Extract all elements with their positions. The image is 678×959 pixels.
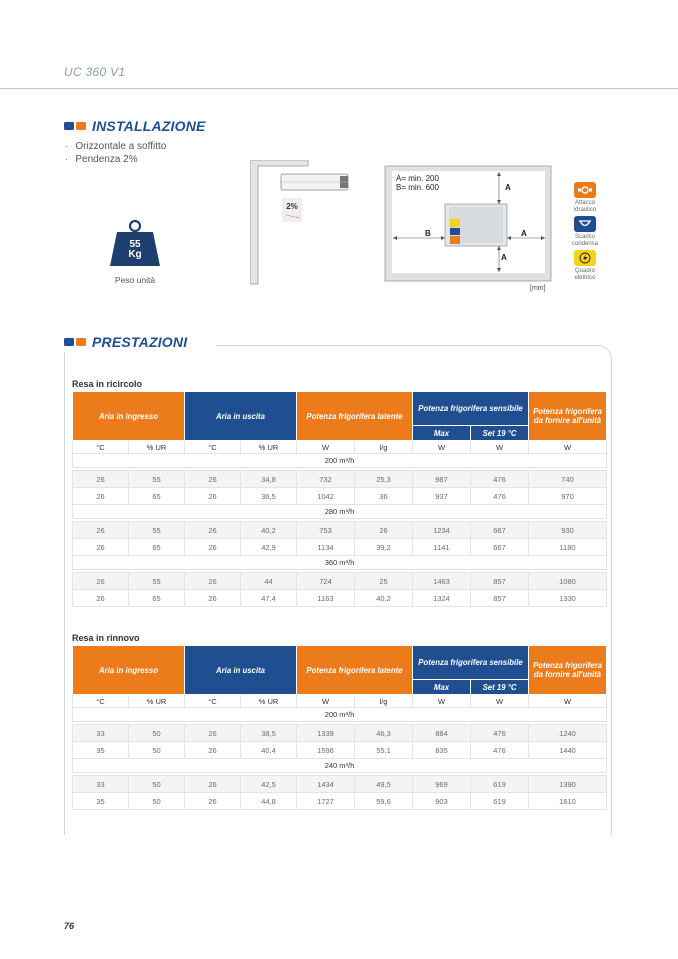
table-caption-renewal: Resa in rinnovo xyxy=(72,633,140,643)
header-row xyxy=(73,392,607,426)
note-item: · Pendenza 2% xyxy=(65,153,166,166)
svg-text:2%: 2% xyxy=(286,202,298,211)
header-max: Max xyxy=(413,426,471,441)
table-row xyxy=(73,776,607,793)
condensate-drain-icon xyxy=(574,216,596,232)
table-cell: 65 xyxy=(129,590,185,607)
table-cell: 26 xyxy=(185,522,241,539)
header-supply-power: Potenza frigorifera da fornire all'unità xyxy=(529,646,607,695)
table-cell: 1434 xyxy=(297,776,355,793)
table-cell: 930 xyxy=(529,522,607,539)
table-cell: 26 xyxy=(73,488,129,505)
table-cell: 724 xyxy=(297,573,355,590)
header-inlet-air: Aria in ingresso xyxy=(73,392,185,441)
table-cell: 42,9 xyxy=(241,539,297,556)
table-cell: 25 xyxy=(355,573,413,590)
table-cell: 1440 xyxy=(529,742,607,759)
header-row xyxy=(73,646,607,680)
table-cell: 1240 xyxy=(529,725,607,742)
svg-text:B= min. 600: B= min. 600 xyxy=(396,183,439,192)
table-cell: 36 xyxy=(355,488,413,505)
section-marker-icon xyxy=(64,122,86,130)
table-cell: 1610 xyxy=(529,793,607,810)
table-cell: 1180 xyxy=(529,539,607,556)
table-cell: 1080 xyxy=(529,573,607,590)
unit-cell: W xyxy=(471,441,529,454)
table-cell: 26 xyxy=(185,793,241,810)
table-cell: 26 xyxy=(73,522,129,539)
table-cell: 476 xyxy=(471,488,529,505)
electrical-panel-icon xyxy=(574,250,596,266)
table-cell: 40,4 xyxy=(241,742,297,759)
table-cell: 33 xyxy=(73,776,129,793)
table-cell: 34,8 xyxy=(241,471,297,488)
table-cell: 59,6 xyxy=(355,793,413,810)
table-cell: 26 xyxy=(355,522,413,539)
unit-cell: % UR xyxy=(241,441,297,454)
table-cell: 857 xyxy=(471,590,529,607)
header-outlet-air: Aria in uscita xyxy=(185,646,297,695)
airflow-row xyxy=(73,505,607,519)
table-cell: 26 xyxy=(185,573,241,590)
table-cell: 65 xyxy=(129,488,185,505)
table-cell: 44,8 xyxy=(241,793,297,810)
table-cell: 1390 xyxy=(529,776,607,793)
table-cell: 44 xyxy=(241,573,297,590)
unit-cell: W xyxy=(297,695,355,708)
table-cell: 35 xyxy=(73,742,129,759)
table-cell: 1163 xyxy=(297,590,355,607)
table-cell: 476 xyxy=(471,742,529,759)
weight-value: 55 Kg xyxy=(128,239,142,260)
table-cell: 1324 xyxy=(413,590,471,607)
table-cell: 1134 xyxy=(297,539,355,556)
table-row xyxy=(73,488,607,505)
unit-cell: l/g xyxy=(355,441,413,454)
table-cell: 857 xyxy=(471,573,529,590)
header-divider xyxy=(0,88,678,89)
airflow-value: 200 m³/h xyxy=(73,708,607,722)
table-cell: 667 xyxy=(471,539,529,556)
connection-legend xyxy=(568,182,602,284)
table-cell: 26 xyxy=(73,539,129,556)
performance-heading xyxy=(64,334,187,350)
installation-title: INSTALLAZIONE xyxy=(92,118,206,134)
document-title: UC 360 V1 xyxy=(64,65,126,79)
table-cell: 1596 xyxy=(297,742,355,759)
unit-cell: W xyxy=(413,695,471,708)
table-cell: 50 xyxy=(129,776,185,793)
table-cell: 47,4 xyxy=(241,590,297,607)
table-cell: 40,2 xyxy=(241,522,297,539)
page-number: 76 xyxy=(64,921,75,931)
airflow-value: 200 m³/h xyxy=(73,454,607,468)
table-cell: 1042 xyxy=(297,488,355,505)
recirculation-table xyxy=(72,391,607,607)
table-cell: 50 xyxy=(129,793,185,810)
unit-cell: W xyxy=(529,695,607,708)
table-cell: 1141 xyxy=(413,539,471,556)
renewal-table xyxy=(72,645,607,810)
installation-heading xyxy=(64,118,206,134)
airflow-row xyxy=(73,759,607,773)
table-cell: 26 xyxy=(73,471,129,488)
units-row xyxy=(73,441,607,454)
header-latent-power: Potenza frigorifera latente xyxy=(297,392,413,441)
table-cell: 1234 xyxy=(413,522,471,539)
table-cell: 476 xyxy=(471,725,529,742)
unit-cell: °C xyxy=(73,695,129,708)
unit-cell: W xyxy=(529,441,607,454)
table-cell: 42,5 xyxy=(241,776,297,793)
table-cell: 1339 xyxy=(297,725,355,742)
legend-item xyxy=(568,250,602,281)
unit-weight xyxy=(103,218,167,285)
unit-cell: W xyxy=(413,441,471,454)
unit-cell: W xyxy=(297,441,355,454)
svg-text:A: A xyxy=(521,229,527,238)
table-row xyxy=(73,742,607,759)
table-cell: 26 xyxy=(73,590,129,607)
table-cell: 55 xyxy=(129,522,185,539)
table-cell: 1727 xyxy=(297,793,355,810)
unit-cell: W xyxy=(471,695,529,708)
header-max: Max xyxy=(413,680,471,695)
table-cell: 39,2 xyxy=(355,539,413,556)
table-cell: 26 xyxy=(185,471,241,488)
airflow-row xyxy=(73,556,607,570)
table-cell: 969 xyxy=(413,776,471,793)
table-cell: 740 xyxy=(529,471,607,488)
installation-notes xyxy=(65,140,166,166)
table-cell: 46,3 xyxy=(355,725,413,742)
table-cell: 50 xyxy=(129,725,185,742)
header-latent-power: Potenza frigorifera latente xyxy=(297,646,413,695)
table-cell: 1463 xyxy=(413,573,471,590)
table-cell: 38,5 xyxy=(241,725,297,742)
legend-label: Quadro elettrico xyxy=(574,268,596,281)
table-cell: 50 xyxy=(129,742,185,759)
table-cell: 65 xyxy=(129,539,185,556)
table-caption-recirculation: Resa in ricircolo xyxy=(72,379,143,389)
header-set-19: Set 19 °C xyxy=(471,680,529,695)
legend-label: Scarico condensa xyxy=(571,234,599,247)
svg-text:A= min. 200: A= min. 200 xyxy=(396,174,439,183)
installation-diagram xyxy=(250,160,560,295)
table-cell: 835 xyxy=(413,742,471,759)
table-cell: 55 xyxy=(129,573,185,590)
header-outlet-air: Aria in uscita xyxy=(185,392,297,441)
table-cell: 26 xyxy=(185,590,241,607)
unit-cell: l/g xyxy=(355,695,413,708)
top-view xyxy=(385,166,551,281)
note-item: · Orizzontale a soffitto xyxy=(65,140,166,153)
unit-cell: % UR xyxy=(241,695,297,708)
table-cell: 33 xyxy=(73,725,129,742)
svg-text:B: B xyxy=(425,229,431,238)
header-sensible-power: Potenza frigorifera sensibile xyxy=(413,392,529,426)
unit-cell: % UR xyxy=(129,695,185,708)
table-cell: 49,5 xyxy=(355,776,413,793)
table-cell: 40,2 xyxy=(355,590,413,607)
table-cell: 1330 xyxy=(529,590,607,607)
table-row xyxy=(73,725,607,742)
unit-cell: °C xyxy=(185,695,241,708)
table-cell: 987 xyxy=(413,471,471,488)
airflow-row xyxy=(73,454,607,468)
table-cell: 26 xyxy=(185,742,241,759)
table-cell: 55,1 xyxy=(355,742,413,759)
header-inlet-air: Aria in ingresso xyxy=(73,646,185,695)
airflow-value: 360 m³/h xyxy=(73,556,607,570)
table-row xyxy=(73,539,607,556)
unit-cell: °C xyxy=(185,441,241,454)
header-supply-power: Potenza frigorifera da fornire all'unità xyxy=(529,392,607,441)
table-cell: 26 xyxy=(185,725,241,742)
table-cell: 35 xyxy=(73,793,129,810)
units-row xyxy=(73,695,607,708)
table-cell: 26 xyxy=(185,539,241,556)
legend-label: Attacco idraulico xyxy=(573,200,597,213)
table-cell: 26 xyxy=(73,573,129,590)
table-cell: 55 xyxy=(129,471,185,488)
unit-note: [mm] xyxy=(530,285,546,292)
table-cell: 753 xyxy=(297,522,355,539)
table-row xyxy=(73,573,607,590)
svg-text:A: A xyxy=(505,183,511,192)
table-cell: 732 xyxy=(297,471,355,488)
performance-title: PRESTAZIONI xyxy=(92,334,188,350)
table-cell: 970 xyxy=(529,488,607,505)
side-view xyxy=(250,160,348,284)
table-cell: 26 xyxy=(185,776,241,793)
table-row xyxy=(73,471,607,488)
airflow-value: 240 m³/h xyxy=(73,759,607,773)
airflow-value: 280 m³/h xyxy=(73,505,607,519)
table-row xyxy=(73,522,607,539)
water-connection-icon xyxy=(574,182,596,198)
weight-label: Peso unità xyxy=(114,275,156,285)
legend-item xyxy=(568,216,602,247)
legend-item xyxy=(568,182,602,213)
header-sensible-power: Potenza frigorifera sensibile xyxy=(413,646,529,680)
table-row xyxy=(73,793,607,810)
airflow-row xyxy=(73,708,607,722)
table-cell: 937 xyxy=(413,488,471,505)
table-cell: 36,5 xyxy=(241,488,297,505)
table-cell: 667 xyxy=(471,522,529,539)
table-cell: 619 xyxy=(471,793,529,810)
section-marker-icon xyxy=(64,338,86,346)
table-cell: 619 xyxy=(471,776,529,793)
table-cell: 903 xyxy=(413,793,471,810)
unit-cell: °C xyxy=(73,441,129,454)
unit-cell: % UR xyxy=(129,441,185,454)
header-set-19: Set 19 °C xyxy=(471,426,529,441)
table-cell: 476 xyxy=(471,471,529,488)
table-cell: 884 xyxy=(413,725,471,742)
svg-text:A: A xyxy=(501,253,507,262)
table-cell: 25,3 xyxy=(355,471,413,488)
table-cell: 26 xyxy=(185,488,241,505)
table-row xyxy=(73,590,607,607)
